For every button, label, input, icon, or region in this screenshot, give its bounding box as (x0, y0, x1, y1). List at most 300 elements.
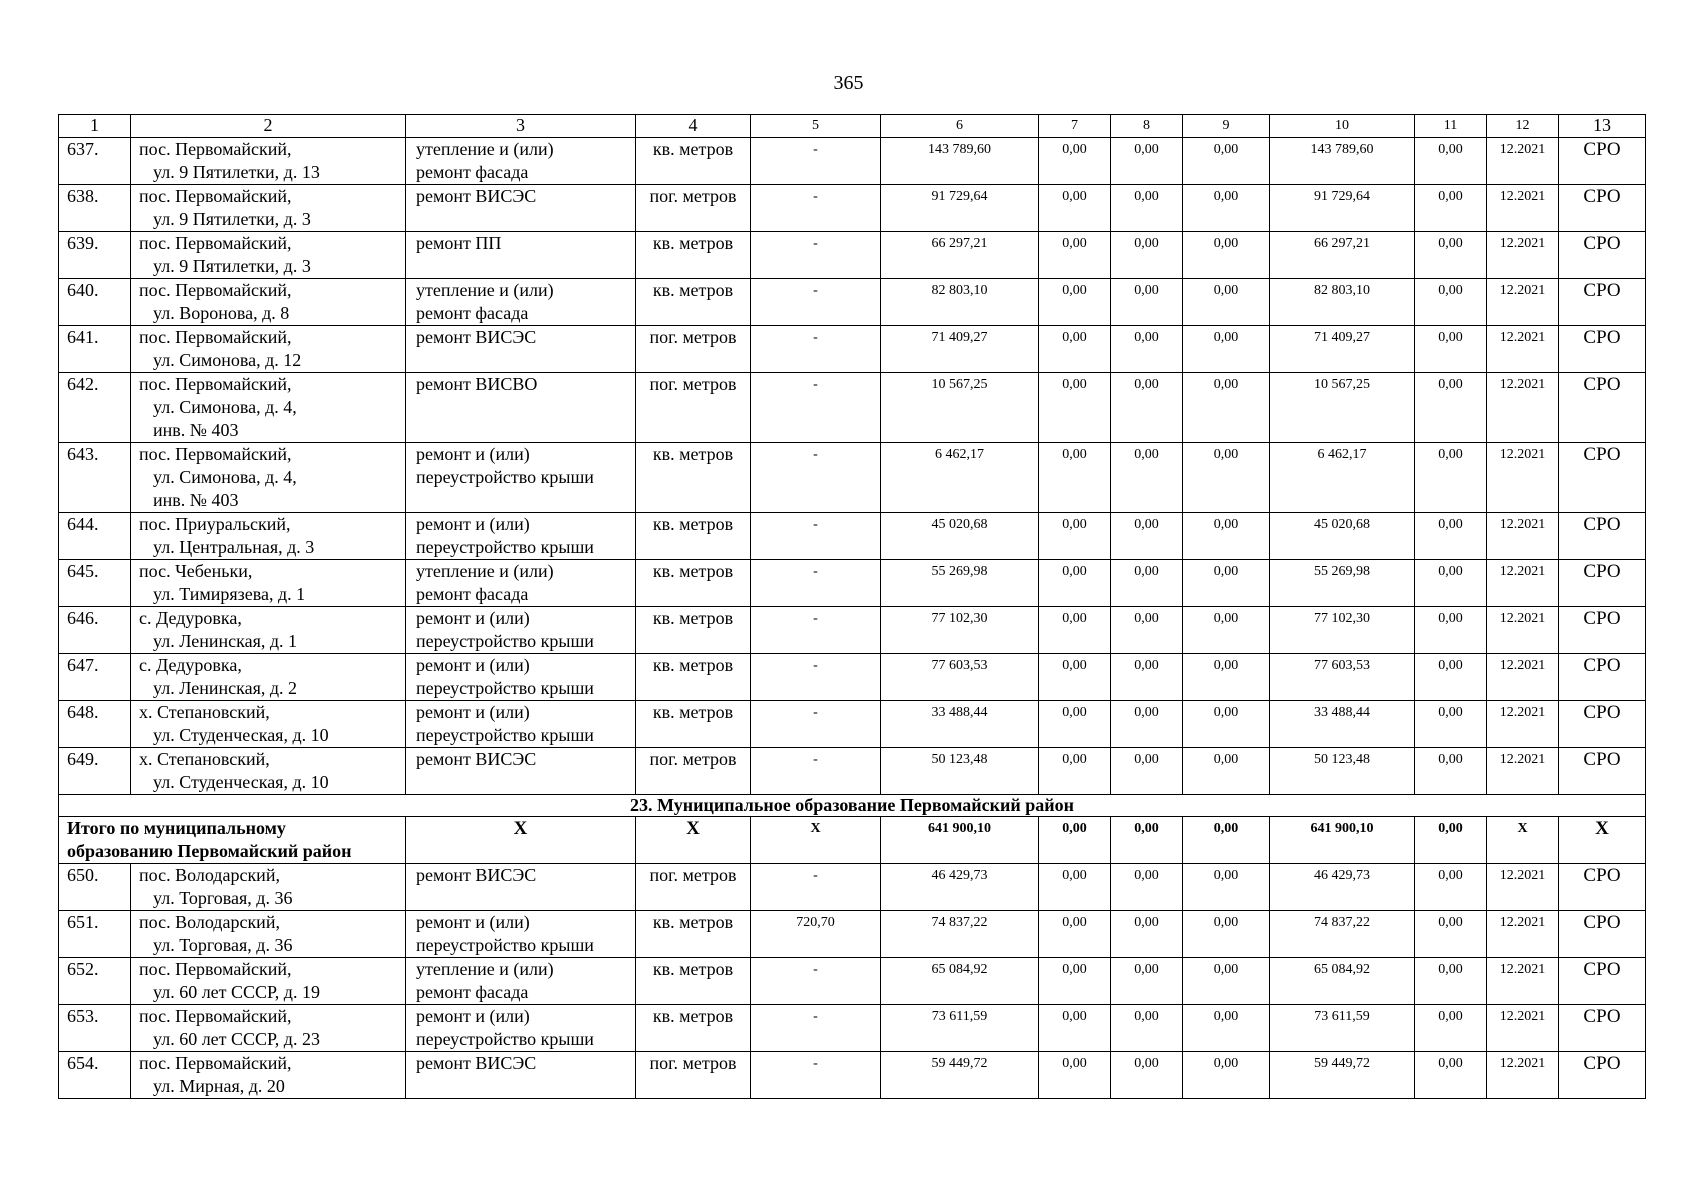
value-cell-c11: 0,00 (1415, 607, 1487, 654)
executor-cell: СРО (1559, 138, 1646, 185)
address-line: пос. Володарский, (139, 865, 280, 885)
address-line: пос. Первомайский, (139, 374, 292, 394)
row-number-cell: 646. (59, 607, 131, 654)
address-line: ул. 9 Пятилетки, д. 3 (153, 209, 311, 229)
row-number-cell: 650. (59, 864, 131, 911)
address-line: ул. Симонова, д. 4, (153, 467, 297, 487)
total-label-cell (59, 817, 406, 864)
value-cell-c5: - (751, 373, 881, 443)
work-type-line: ремонт фасада (416, 982, 529, 1002)
work-type-cell (406, 1052, 636, 1099)
work-type-line: переустройство крыши (416, 537, 594, 557)
value-cell-c5: - (751, 232, 881, 279)
value-cell-c8: 0,00 (1111, 911, 1183, 958)
unit-cell: кв. метров (636, 443, 751, 513)
executor-cell: СРО (1559, 373, 1646, 443)
address-line: пос. Первомайский, (139, 233, 292, 253)
value-cell-c12: 12.2021 (1487, 1005, 1559, 1052)
address-line: пос. Володарский, (139, 912, 280, 932)
value-cell-c10: 46 429,73 (1270, 864, 1415, 911)
header-cell: 6 (881, 115, 1039, 138)
section-title: 23. Муниципальное образование Первомайский район (59, 795, 1646, 817)
value-cell-c7: 0,00 (1039, 958, 1111, 1005)
unit-cell: пог. метров (636, 748, 751, 795)
value-cell-c12: 12.2021 (1487, 326, 1559, 373)
address-cell (131, 326, 406, 373)
address-line: пос. Первомайский, (139, 280, 292, 300)
value-cell-c10: 71 409,27 (1270, 326, 1415, 373)
address-line: ул. Ленинская, д. 1 (153, 631, 298, 651)
work-type-cell (406, 1005, 636, 1052)
address-line: ул. Студенческая, д. 10 (153, 725, 329, 745)
unit-cell: кв. метров (636, 911, 751, 958)
unit-cell: кв. метров (636, 560, 751, 607)
work-type-line: переустройство крыши (416, 1029, 594, 1049)
value-cell-c8: 0,00 (1111, 373, 1183, 443)
value-cell-c9: 0,00 (1183, 911, 1270, 958)
value-cell-c11: 0,00 (1415, 560, 1487, 607)
total-cell-c9: 0,00 (1183, 817, 1270, 864)
address-cell (131, 654, 406, 701)
work-type-line: ремонт ВИСЭС (416, 327, 537, 347)
address-cell (131, 138, 406, 185)
row-number-cell: 649. (59, 748, 131, 795)
total-row (59, 817, 1646, 864)
row-number-cell: 640. (59, 279, 131, 326)
column-number-header-row (59, 115, 1646, 138)
value-cell-c6: 74 837,22 (881, 911, 1039, 958)
value-cell-c11: 0,00 (1415, 1005, 1487, 1052)
address-cell (131, 232, 406, 279)
value-cell-c12: 12.2021 (1487, 701, 1559, 748)
row-number-cell: 638. (59, 185, 131, 232)
address-line: ул. 60 лет СССР, д. 19 (153, 982, 320, 1002)
work-type-line: ремонт и (или) (416, 514, 530, 534)
value-cell-c11: 0,00 (1415, 373, 1487, 443)
value-cell-c6: 6 462,17 (881, 443, 1039, 513)
value-cell-c6: 77 603,53 (881, 654, 1039, 701)
address-line: ул. 9 Пятилетки, д. 13 (153, 162, 320, 182)
work-type-cell (406, 232, 636, 279)
work-type-cell (406, 607, 636, 654)
table-row (59, 748, 1646, 795)
address-cell (131, 748, 406, 795)
unit-cell: пог. метров (636, 1052, 751, 1099)
unit-cell: кв. метров (636, 607, 751, 654)
address-line: ул. Студенческая, д. 10 (153, 772, 329, 792)
work-type-cell (406, 326, 636, 373)
address-cell (131, 1052, 406, 1099)
work-type-line: переустройство крыши (416, 935, 594, 955)
address-cell (131, 185, 406, 232)
unit-cell: кв. метров (636, 138, 751, 185)
table-row (59, 911, 1646, 958)
row-number-cell: 654. (59, 1052, 131, 1099)
total-cell-c4: X (636, 817, 751, 864)
value-cell-c10: 6 462,17 (1270, 443, 1415, 513)
value-cell-c5: 720,70 (751, 911, 881, 958)
unit-cell: пог. метров (636, 864, 751, 911)
header-cell: 5 (751, 115, 881, 138)
value-cell-c9: 0,00 (1183, 701, 1270, 748)
value-cell-c5: - (751, 864, 881, 911)
value-cell-c11: 0,00 (1415, 1052, 1487, 1099)
address-line: ул. 60 лет СССР, д. 23 (153, 1029, 320, 1049)
work-type-line: ремонт и (или) (416, 655, 530, 675)
value-cell-c9: 0,00 (1183, 373, 1270, 443)
value-cell-c12: 12.2021 (1487, 1052, 1559, 1099)
value-cell-c5: - (751, 185, 881, 232)
value-cell-c9: 0,00 (1183, 1005, 1270, 1052)
address-cell (131, 560, 406, 607)
table-row (59, 1005, 1646, 1052)
value-cell-c12: 12.2021 (1487, 138, 1559, 185)
address-line: ул. Тимирязева, д. 1 (153, 584, 306, 604)
table-row (59, 443, 1646, 513)
work-type-line: переустройство крыши (416, 725, 594, 745)
page-number: 365 (833, 72, 864, 94)
address-line: пос. Чебеньки, (139, 561, 253, 581)
total-label-line: Итого по муниципальному (67, 818, 286, 838)
value-cell-c9: 0,00 (1183, 654, 1270, 701)
value-cell-c5: - (751, 1005, 881, 1052)
value-cell-c12: 12.2021 (1487, 232, 1559, 279)
value-cell-c9: 0,00 (1183, 1052, 1270, 1099)
value-cell-c11: 0,00 (1415, 748, 1487, 795)
value-cell-c7: 0,00 (1039, 748, 1111, 795)
address-cell (131, 701, 406, 748)
capital-repair-table (58, 114, 1646, 1099)
value-cell-c5: - (751, 560, 881, 607)
value-cell-c6: 45 020,68 (881, 513, 1039, 560)
value-cell-c10: 55 269,98 (1270, 560, 1415, 607)
unit-cell: кв. метров (636, 279, 751, 326)
work-type-cell (406, 701, 636, 748)
total-cell-c7: 0,00 (1039, 817, 1111, 864)
header-cell: 10 (1270, 115, 1415, 138)
table-row (59, 513, 1646, 560)
value-cell-c9: 0,00 (1183, 607, 1270, 654)
value-cell-c12: 12.2021 (1487, 607, 1559, 654)
table-row (59, 654, 1646, 701)
header-cell: 3 (406, 115, 636, 138)
value-cell-c10: 77 102,30 (1270, 607, 1415, 654)
value-cell-c11: 0,00 (1415, 443, 1487, 513)
value-cell-c8: 0,00 (1111, 232, 1183, 279)
unit-cell: пог. метров (636, 326, 751, 373)
work-type-cell (406, 373, 636, 443)
row-number-cell: 652. (59, 958, 131, 1005)
address-line: ул. Симонова, д. 12 (153, 350, 302, 370)
work-type-line: ремонт и (или) (416, 912, 530, 932)
header-cell: 8 (1111, 115, 1183, 138)
work-type-cell (406, 560, 636, 607)
work-type-line: ремонт ВИСЭС (416, 186, 537, 206)
executor-cell: СРО (1559, 232, 1646, 279)
address-line: с. Дедуровка, (139, 608, 242, 628)
value-cell-c10: 50 123,48 (1270, 748, 1415, 795)
value-cell-c6: 33 488,44 (881, 701, 1039, 748)
total-cell-c3: X (406, 817, 636, 864)
value-cell-c5: - (751, 701, 881, 748)
value-cell-c12: 12.2021 (1487, 958, 1559, 1005)
work-type-line: утепление и (или) (416, 139, 554, 159)
value-cell-c8: 0,00 (1111, 1052, 1183, 1099)
value-cell-c10: 91 729,64 (1270, 185, 1415, 232)
work-type-line: утепление и (или) (416, 280, 554, 300)
work-type-cell (406, 443, 636, 513)
value-cell-c6: 91 729,64 (881, 185, 1039, 232)
value-cell-c6: 59 449,72 (881, 1052, 1039, 1099)
executor-cell: СРО (1559, 1005, 1646, 1052)
value-cell-c11: 0,00 (1415, 958, 1487, 1005)
table-row (59, 958, 1646, 1005)
value-cell-c10: 74 837,22 (1270, 911, 1415, 958)
header-cell: 7 (1039, 115, 1111, 138)
work-type-line: ремонт ВИСВО (416, 374, 538, 394)
row-number-cell: 645. (59, 560, 131, 607)
value-cell-c5: - (751, 654, 881, 701)
value-cell-c5: - (751, 607, 881, 654)
executor-cell: СРО (1559, 513, 1646, 560)
value-cell-c11: 0,00 (1415, 185, 1487, 232)
value-cell-c7: 0,00 (1039, 185, 1111, 232)
unit-cell: кв. метров (636, 654, 751, 701)
value-cell-c6: 46 429,73 (881, 864, 1039, 911)
row-number-cell: 639. (59, 232, 131, 279)
value-cell-c11: 0,00 (1415, 279, 1487, 326)
total-cell-c8: 0,00 (1111, 817, 1183, 864)
value-cell-c7: 0,00 (1039, 232, 1111, 279)
unit-cell: кв. метров (636, 701, 751, 748)
work-type-line: ремонт фасада (416, 303, 529, 323)
total-cell-c12: X (1487, 817, 1559, 864)
table-row (59, 279, 1646, 326)
executor-cell: СРО (1559, 560, 1646, 607)
unit-cell: кв. метров (636, 513, 751, 560)
row-number-cell: 644. (59, 513, 131, 560)
value-cell-c8: 0,00 (1111, 443, 1183, 513)
table-row (59, 701, 1646, 748)
address-line: инв. № 403 (153, 420, 239, 440)
total-cell-c6: 641 900,10 (881, 817, 1039, 864)
value-cell-c5: - (751, 443, 881, 513)
value-cell-c7: 0,00 (1039, 560, 1111, 607)
address-line: ул. Воронова, д. 8 (153, 303, 290, 323)
value-cell-c7: 0,00 (1039, 373, 1111, 443)
executor-cell: СРО (1559, 443, 1646, 513)
value-cell-c9: 0,00 (1183, 232, 1270, 279)
value-cell-c7: 0,00 (1039, 279, 1111, 326)
value-cell-c9: 0,00 (1183, 443, 1270, 513)
value-cell-c12: 12.2021 (1487, 864, 1559, 911)
address-cell (131, 607, 406, 654)
address-line: ул. Ленинская, д. 2 (153, 678, 298, 698)
work-type-line: ремонт фасада (416, 162, 529, 182)
executor-cell: СРО (1559, 279, 1646, 326)
value-cell-c8: 0,00 (1111, 138, 1183, 185)
address-cell (131, 958, 406, 1005)
value-cell-c8: 0,00 (1111, 560, 1183, 607)
row-number-cell: 647. (59, 654, 131, 701)
value-cell-c7: 0,00 (1039, 138, 1111, 185)
table-row (59, 232, 1646, 279)
work-type-line: ремонт и (или) (416, 702, 530, 722)
address-cell (131, 911, 406, 958)
work-type-line: ремонт и (или) (416, 608, 530, 628)
address-line: ул. Симонова, д. 4, (153, 397, 297, 417)
value-cell-c10: 77 603,53 (1270, 654, 1415, 701)
value-cell-c10: 59 449,72 (1270, 1052, 1415, 1099)
value-cell-c10: 82 803,10 (1270, 279, 1415, 326)
value-cell-c8: 0,00 (1111, 185, 1183, 232)
value-cell-c5: - (751, 1052, 881, 1099)
total-cell-c10: 641 900,10 (1270, 817, 1415, 864)
address-line: х. Степановский, (139, 702, 270, 722)
table-row (59, 373, 1646, 443)
executor-cell: СРО (1559, 654, 1646, 701)
value-cell-c7: 0,00 (1039, 911, 1111, 958)
value-cell-c12: 12.2021 (1487, 185, 1559, 232)
value-cell-c5: - (751, 326, 881, 373)
value-cell-c12: 12.2021 (1487, 373, 1559, 443)
executor-cell: СРО (1559, 1052, 1646, 1099)
work-type-line: переустройство крыши (416, 678, 594, 698)
executor-cell: СРО (1559, 911, 1646, 958)
executor-cell: СРО (1559, 185, 1646, 232)
value-cell-c8: 0,00 (1111, 864, 1183, 911)
work-type-line: ремонт и (или) (416, 1006, 530, 1026)
address-line: инв. № 403 (153, 490, 239, 510)
table-row (59, 1052, 1646, 1099)
value-cell-c6: 65 084,92 (881, 958, 1039, 1005)
total-label-line: образованию Первомайский район (67, 841, 352, 861)
address-line: пос. Первомайский, (139, 186, 292, 206)
address-line: с. Дедуровка, (139, 655, 242, 675)
value-cell-c9: 0,00 (1183, 748, 1270, 795)
header-cell: 9 (1183, 115, 1270, 138)
executor-cell: СРО (1559, 864, 1646, 911)
value-cell-c8: 0,00 (1111, 279, 1183, 326)
work-type-line: переустройство крыши (416, 631, 594, 651)
value-cell-c10: 65 084,92 (1270, 958, 1415, 1005)
value-cell-c9: 0,00 (1183, 958, 1270, 1005)
address-cell (131, 443, 406, 513)
value-cell-c10: 73 611,59 (1270, 1005, 1415, 1052)
value-cell-c6: 55 269,98 (881, 560, 1039, 607)
value-cell-c11: 0,00 (1415, 326, 1487, 373)
value-cell-c12: 12.2021 (1487, 513, 1559, 560)
value-cell-c6: 10 567,25 (881, 373, 1039, 443)
value-cell-c7: 0,00 (1039, 1052, 1111, 1099)
address-line: ул. Торговая, д. 36 (153, 888, 293, 908)
value-cell-c11: 0,00 (1415, 701, 1487, 748)
total-cell-c5: X (751, 817, 881, 864)
address-line: пос. Первомайский, (139, 1053, 292, 1073)
executor-cell: СРО (1559, 326, 1646, 373)
value-cell-c9: 0,00 (1183, 560, 1270, 607)
value-cell-c8: 0,00 (1111, 607, 1183, 654)
value-cell-c10: 66 297,21 (1270, 232, 1415, 279)
value-cell-c12: 12.2021 (1487, 748, 1559, 795)
unit-cell: пог. метров (636, 185, 751, 232)
value-cell-c7: 0,00 (1039, 607, 1111, 654)
header-cell: 13 (1559, 115, 1646, 138)
section-title-row (59, 795, 1646, 817)
header-cell: 11 (1415, 115, 1487, 138)
address-line: ул. Торговая, д. 36 (153, 935, 293, 955)
value-cell-c9: 0,00 (1183, 864, 1270, 911)
address-line: пос. Первомайский, (139, 139, 292, 159)
value-cell-c7: 0,00 (1039, 701, 1111, 748)
address-cell (131, 513, 406, 560)
value-cell-c7: 0,00 (1039, 443, 1111, 513)
row-number-cell: 648. (59, 701, 131, 748)
value-cell-c7: 0,00 (1039, 1005, 1111, 1052)
value-cell-c12: 12.2021 (1487, 279, 1559, 326)
executor-cell: СРО (1559, 958, 1646, 1005)
value-cell-c12: 12.2021 (1487, 654, 1559, 701)
header-cell: 2 (131, 115, 406, 138)
value-cell-c10: 45 020,68 (1270, 513, 1415, 560)
address-cell (131, 864, 406, 911)
work-type-line: переустройство крыши (416, 467, 594, 487)
row-number-cell: 642. (59, 373, 131, 443)
address-line: ул. 9 Пятилетки, д. 3 (153, 256, 311, 276)
value-cell-c8: 0,00 (1111, 1005, 1183, 1052)
row-number-cell: 653. (59, 1005, 131, 1052)
value-cell-c11: 0,00 (1415, 513, 1487, 560)
unit-cell: кв. метров (636, 958, 751, 1005)
address-line: пос. Первомайский, (139, 444, 292, 464)
value-cell-c8: 0,00 (1111, 654, 1183, 701)
executor-cell: СРО (1559, 701, 1646, 748)
value-cell-c8: 0,00 (1111, 701, 1183, 748)
address-cell (131, 1005, 406, 1052)
value-cell-c5: - (751, 279, 881, 326)
value-cell-c12: 12.2021 (1487, 443, 1559, 513)
value-cell-c8: 0,00 (1111, 326, 1183, 373)
unit-cell: кв. метров (636, 232, 751, 279)
work-type-line: утепление и (или) (416, 561, 554, 581)
work-type-cell (406, 654, 636, 701)
value-cell-c11: 0,00 (1415, 864, 1487, 911)
value-cell-c6: 77 102,30 (881, 607, 1039, 654)
value-cell-c11: 0,00 (1415, 654, 1487, 701)
unit-cell: кв. метров (636, 1005, 751, 1052)
table-row (59, 138, 1646, 185)
value-cell-c8: 0,00 (1111, 958, 1183, 1005)
executor-cell: СРО (1559, 748, 1646, 795)
header-cell: 4 (636, 115, 751, 138)
work-type-cell (406, 958, 636, 1005)
value-cell-c5: - (751, 513, 881, 560)
value-cell-c9: 0,00 (1183, 138, 1270, 185)
value-cell-c9: 0,00 (1183, 185, 1270, 232)
value-cell-c12: 12.2021 (1487, 911, 1559, 958)
value-cell-c10: 143 789,60 (1270, 138, 1415, 185)
address-line: х. Степановский, (139, 749, 270, 769)
work-type-cell (406, 279, 636, 326)
total-cell-c11: 0,00 (1415, 817, 1487, 864)
value-cell-c6: 71 409,27 (881, 326, 1039, 373)
work-type-cell (406, 513, 636, 560)
address-line: пос. Первомайский, (139, 327, 292, 347)
value-cell-c5: - (751, 138, 881, 185)
value-cell-c7: 0,00 (1039, 654, 1111, 701)
value-cell-c11: 0,00 (1415, 911, 1487, 958)
row-number-cell: 643. (59, 443, 131, 513)
